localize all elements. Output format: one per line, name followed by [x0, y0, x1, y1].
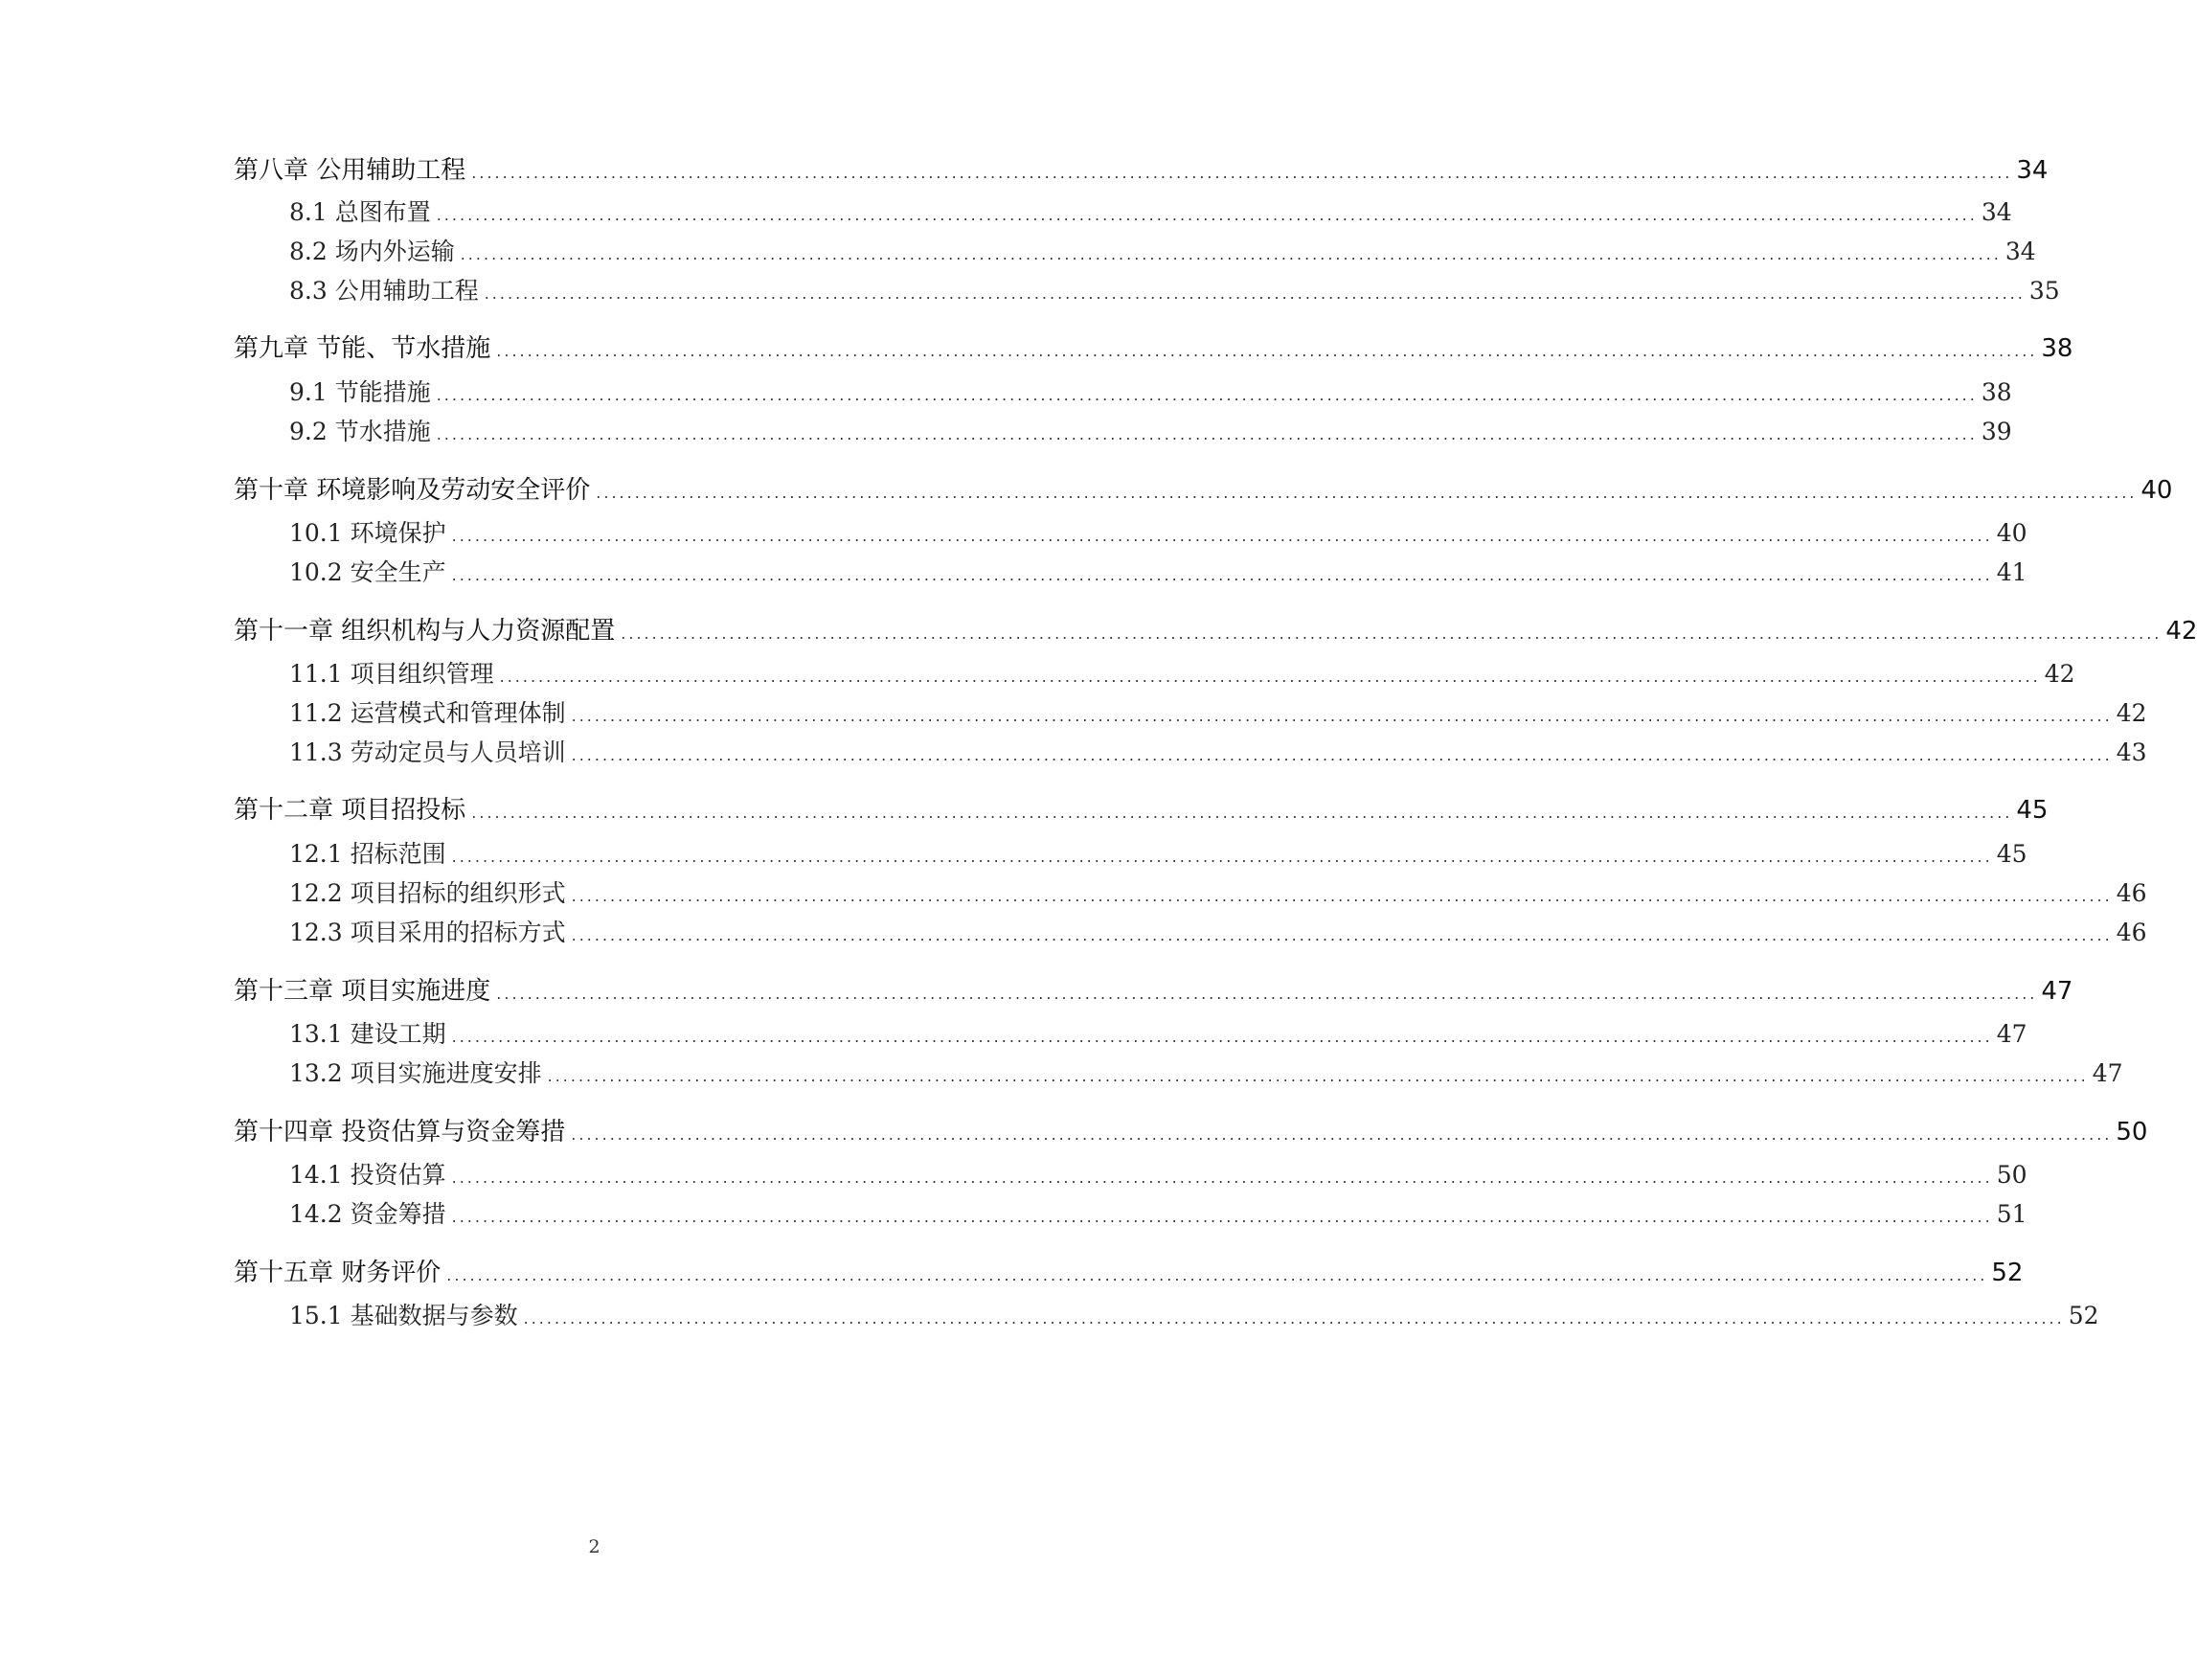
toc-entry-title: 第十四章 投资估算与资金筹措	[234, 1118, 566, 1146]
toc-entry-page: 34	[2016, 156, 2049, 185]
toc-entry-page: 42	[2116, 699, 2147, 727]
toc-entry-page: 50	[1996, 1161, 2027, 1189]
toc-section-entry[interactable]	[289, 1195, 2027, 1230]
toc-entry-page: 43	[2116, 738, 2147, 766]
toc-entry-title: 8.3 公用辅助工程	[289, 277, 479, 305]
toc-entry-title: 9.2 节水措施	[289, 418, 431, 445]
toc-entry-title: 15.1 基础数据与参数	[289, 1302, 518, 1329]
toc-entry-title: 12.1 招标范围	[289, 840, 446, 868]
toc-dot-leader: .......................................................................................................................................................................................................	[460, 245, 2002, 263]
toc-chapter-entry[interactable]	[234, 1253, 2024, 1288]
toc-entry-title: 第九章 节能、节水措施	[234, 334, 491, 363]
toc-dot-leader: .......................................................................................................................................................................................................	[547, 1067, 2089, 1085]
toc-entry-title: 第十三章 项目实施进度	[234, 977, 491, 1006]
toc-dot-leader: .......................................................................................................................................................................................................	[596, 484, 2138, 502]
toc-dot-leader: .......................................................................................................................................................................................................	[451, 1169, 1993, 1187]
toc-dot-leader: .......................................................................................................................................................................................................	[471, 804, 2013, 822]
toc-section-entry[interactable]	[289, 655, 2075, 690]
toc-entry-title: 11.3 劳动定员与人员培训	[289, 738, 566, 766]
toc-entry-page: 46	[2116, 919, 2147, 946]
toc-entry-page: 46	[2116, 879, 2147, 907]
toc-entry-title: 10.2 安全生产	[289, 558, 446, 586]
toc-dot-leader: .......................................................................................................................................................................................................	[436, 386, 1978, 404]
toc-dot-leader: .......................................................................................................................................................................................................	[436, 206, 1978, 224]
toc-dot-leader: .......................................................................................................................................................................................................	[571, 887, 2113, 905]
toc-dot-leader: .......................................................................................................................................................................................................	[451, 1208, 1993, 1226]
toc-section-entry[interactable]	[289, 1297, 2099, 1331]
toc-section-entry[interactable]	[289, 1156, 2027, 1191]
toc-entry-title: 12.2 项目招标的组织形式	[289, 879, 566, 907]
toc-entry-title: 13.1 建设工期	[289, 1020, 446, 1048]
toc-entry-title: 10.1 环境保护	[289, 519, 446, 547]
toc-entry-title: 8.2 场内外运输	[289, 238, 455, 265]
toc-entry-page: 34	[1981, 198, 2012, 226]
toc-dot-leader: .......................................................................................................................................................................................................	[451, 1028, 1993, 1046]
toc-chapter-entry[interactable]	[234, 150, 2049, 186]
toc-entry-page: 39	[1981, 418, 2012, 445]
toc-entry-title: 9.1 节能措施	[289, 378, 431, 406]
toc-chapter-entry[interactable]	[234, 611, 2197, 647]
toc-dot-leader: .......................................................................................................................................................................................................	[571, 1125, 2113, 1144]
toc-entry-title: 12.3 项目采用的招标方式	[289, 919, 566, 946]
toc-entry-page: 40	[1996, 519, 2027, 547]
toc-dot-leader: .......................................................................................................................................................................................................	[523, 1309, 2065, 1328]
toc-entry-title: 第十二章 项目招投标	[234, 796, 466, 825]
toc-entry-page: 34	[2004, 238, 2036, 265]
page-number: 2	[588, 1536, 600, 1557]
toc-entry-page: 41	[1996, 558, 2027, 586]
toc-section-entry[interactable]	[289, 1015, 2027, 1050]
toc-entry-page: 38	[2041, 334, 2073, 363]
toc-dot-leader: .......................................................................................................................................................................................................	[499, 668, 2041, 686]
toc-dot-leader: .......................................................................................................................................................................................................	[471, 164, 2013, 182]
toc-section-entry[interactable]	[289, 272, 2060, 306]
toc-entry-title: 第十一章 组织机构与人力资源配置	[234, 617, 616, 646]
toc-dot-leader: .......................................................................................................................................................................................................	[451, 848, 1993, 866]
toc-entry-page: 52	[1991, 1259, 2024, 1287]
toc-entry-page: 47	[1996, 1020, 2027, 1048]
toc-entry-title: 第十章 环境影响及劳动安全评价	[234, 476, 591, 505]
toc-dot-leader: .......................................................................................................................................................................................................	[451, 566, 1993, 584]
toc-chapter-entry[interactable]	[234, 1112, 2148, 1147]
toc-entry-page: 40	[2140, 476, 2173, 505]
toc-entry-title: 第十五章 财务评价	[234, 1259, 442, 1287]
toc-entry-page: 38	[1981, 378, 2012, 406]
toc-dot-leader: .......................................................................................................................................................................................................	[451, 527, 1993, 545]
toc-chapter-entry[interactable]	[234, 329, 2073, 364]
toc-entry-title: 14.1 投资估算	[289, 1161, 446, 1189]
toc-section-entry[interactable]	[289, 835, 2027, 870]
toc-entry-page: 51	[1996, 1200, 2027, 1228]
toc-section-entry[interactable]	[289, 734, 2147, 768]
toc-section-entry[interactable]	[289, 374, 2012, 408]
toc-dot-leader: .......................................................................................................................................................................................................	[484, 284, 2026, 303]
toc-dot-leader: .......................................................................................................................................................................................................	[621, 624, 2163, 643]
toc-entry-page: 45	[1996, 840, 2027, 868]
toc-chapter-entry[interactable]	[234, 971, 2073, 1007]
toc-chapter-entry[interactable]	[234, 790, 2049, 826]
toc-section-entry[interactable]	[289, 554, 2027, 588]
toc-section-entry[interactable]	[289, 914, 2147, 948]
toc-dot-leader: .......................................................................................................................................................................................................	[571, 926, 2113, 944]
toc-entry-page: 50	[2116, 1118, 2148, 1146]
toc-dot-leader: .......................................................................................................................................................................................................	[446, 1266, 1988, 1284]
toc-section-entry[interactable]	[289, 1055, 2123, 1089]
toc-entry-page: 52	[2068, 1302, 2099, 1329]
toc-entry-page: 47	[2041, 977, 2073, 1006]
toc-section-entry[interactable]	[289, 874, 2147, 909]
toc-entry-page: 47	[2092, 1059, 2123, 1087]
toc-entry-title: 13.2 项目实施进度安排	[289, 1059, 542, 1087]
toc-entry-title: 第八章 公用辅助工程	[234, 156, 466, 185]
toc-entry-title: 8.1 总图布置	[289, 198, 431, 226]
toc-entry-title: 11.2 运营模式和管理体制	[289, 699, 566, 727]
toc-section-entry[interactable]	[289, 413, 2012, 447]
toc-section-entry[interactable]	[289, 193, 2012, 228]
toc-entry-page: 42	[2165, 617, 2197, 646]
toc-entry-title: 14.2 资金筹措	[289, 1200, 446, 1228]
toc-dot-leader: .......................................................................................................................................................................................................	[571, 707, 2113, 725]
toc-dot-leader: .......................................................................................................................................................................................................	[496, 985, 2038, 1003]
toc-entry-title: 11.1 项目组织管理	[289, 660, 494, 688]
toc-section-entry[interactable]	[289, 514, 2027, 549]
toc-chapter-entry[interactable]	[234, 470, 2173, 506]
toc-entry-page: 45	[2016, 796, 2049, 825]
toc-section-entry[interactable]	[289, 233, 2036, 267]
toc-dot-leader: .......................................................................................................................................................................................................	[496, 342, 2038, 360]
toc-section-entry[interactable]	[289, 694, 2147, 729]
toc-dot-leader: .......................................................................................................................................................................................................	[571, 746, 2113, 764]
toc-entry-page: 35	[2028, 277, 2060, 305]
toc-dot-leader: .......................................................................................................................................................................................................	[436, 425, 1978, 443]
toc-entry-page: 42	[2044, 660, 2075, 688]
